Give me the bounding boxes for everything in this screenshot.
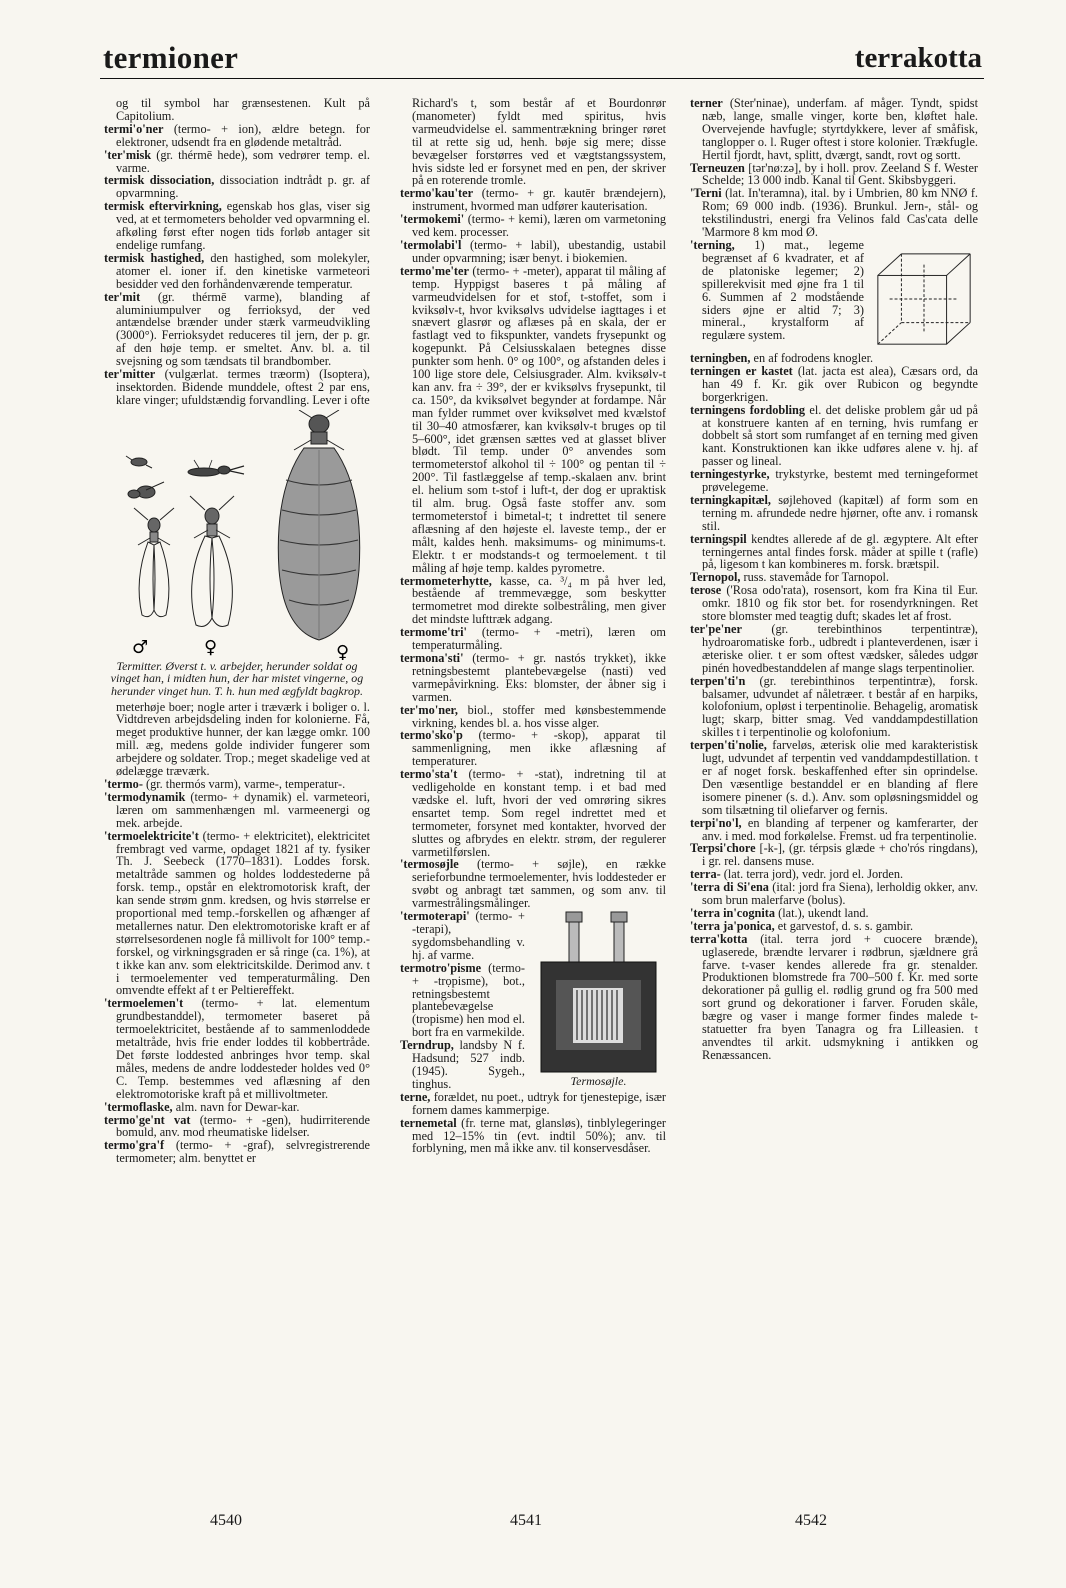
entry-headword: termotro'pisme bbox=[400, 960, 482, 975]
dictionary-entry bbox=[690, 533, 978, 572]
dictionary-entry bbox=[104, 252, 370, 291]
header-left-guideword: termioner bbox=[103, 40, 239, 75]
entry-headword: termona'sti' bbox=[400, 650, 464, 665]
dictionary-entry bbox=[690, 881, 978, 907]
entry-text: (lat. jacta est alea), Cæsars ord, da han 49 f. Kr. gik over Rubicon og begyndte borgerkrigen. bbox=[702, 363, 978, 404]
entry-text: (termo- + søjle), en række serieforbundne termoelementer, hvis loddesteder er svøbt og anbragt tæt sammen, og som anv. til varmestrålingsmålinger. bbox=[412, 857, 666, 911]
entry-text: kendtes allerede af de gl. ægyptere. Alt efter terningernes antal findes forsk. måder at spille t (rafle) på, ligesom t kan kombineres m. forsk. brætspil. bbox=[702, 531, 978, 572]
dictionary-entry bbox=[104, 123, 370, 149]
entry-text: alm. navn for Dewar-kar. bbox=[172, 1099, 300, 1114]
entry-headword: termisk hastighed, bbox=[104, 250, 205, 265]
dictionary-entry bbox=[104, 291, 370, 368]
entry-headword: 'termolabi'l bbox=[400, 237, 462, 252]
entry-text: søjlehoved (kapitæl) af form som en terning m. afrundede nedre hjørner, ofte anv. i romansk stil. bbox=[702, 492, 978, 533]
dictionary-entry bbox=[400, 213, 666, 239]
entry-headword: Terneuzen bbox=[690, 160, 745, 175]
entry-headword: 'termokemi' bbox=[400, 212, 465, 227]
termite-winged-female-icon bbox=[190, 496, 234, 626]
entry-text: farveløs, æterisk olie med karakteristisk lugt, udvundet af terpentin ved vanddampdestillation. t er af noget forsk. beskaffenhed efter sin oprindelse. Den væsentlige bestanddel er en blanding af flere isomere pinener (s. d.). Anv. som opløsningsmiddel og som tilsætning til oliefarver og fernis. bbox=[702, 738, 978, 817]
termite-soldier-icon bbox=[188, 460, 244, 476]
female-symbol-1: ♀ bbox=[204, 636, 218, 658]
entry-headword: Terpsi'chore bbox=[690, 841, 756, 856]
entry-text: (ital. terra jord + cuocere brænde), uglaserede, brændte lervarer i rødbrun, sjældnere grå farve. t-vaser kendes allerede fra gr. stenalder. Produktionen blomstrede fra 700–500 f. Kr. med sorte dekorationer på gullig el. rødlig grund og fra 500 med sort grund og dekorationer i farver. Foruden skåle, bægre og vaser i mange former findes malede t-statuetter fra byen Tanagra og fra Lilleasien. t anvendtes til arkit. udsmykning i antikken og Renæssancen. bbox=[702, 931, 978, 1062]
entry-headword: termome'tri' bbox=[400, 625, 467, 640]
dictionary-entry bbox=[400, 1039, 525, 1091]
entry-headword: termometerhytte, bbox=[400, 573, 492, 588]
dictionary-entry bbox=[690, 739, 978, 816]
entry-text: (gr. terebinthinos terpentintræ), hydroaromatiske forb., udbredt i planteverdenen, især i æteriske olier. t er som oftest vædsker, således udgør pinén hovedbestanddelen af mange slags terpentinolier. bbox=[702, 622, 978, 675]
entry-headword: ter'pe'ner bbox=[690, 622, 742, 636]
entry-headword: terra'kotta bbox=[690, 931, 748, 946]
entry-headword: Terndrup, bbox=[400, 1038, 454, 1053]
entry-text: (termo- + gr. kautēr brændejern), instrument, hvormed man udfører kauterisation. bbox=[412, 186, 666, 214]
termite-queen-icon bbox=[278, 410, 359, 640]
entry-text: et garvestof, d. s. s. gambir. bbox=[774, 918, 914, 933]
entry-text: (termo- + -terapi), sygdomsbehandling v. hj. af varme. bbox=[412, 909, 525, 962]
entry-text: (termo- + dynamik) el. varmeteori, læren om sammenhængen ml. varmeenergi og mek. arbejde. bbox=[116, 789, 370, 830]
dictionary-entry bbox=[400, 1117, 666, 1156]
termite-winged-male-icon bbox=[134, 508, 174, 617]
entry-headword: 'termosøjle bbox=[400, 857, 459, 872]
entry-headword: termo'gra'f bbox=[104, 1138, 165, 1153]
termite-figure bbox=[104, 410, 370, 698]
entry-text: (termo- + lat. elementum grundbestanddel), termometer baseret på termoelektricitet, bestående af to sammenloddede metaltråde, hvis frie ender loddes til kobbertråde. Det første loddested anbringes hvor temp. skal måles, medens de andre loddesteder holdes ved 0° C. Temp. bestemmes ved aflæsning af den elektromotoriske kraft på et millivoltmeter. bbox=[116, 996, 370, 1101]
header-rule bbox=[100, 78, 984, 79]
dictionary-entry bbox=[690, 584, 978, 623]
entry-headword: terningens fordobling bbox=[690, 402, 806, 417]
thermopile-illustration bbox=[531, 910, 666, 1075]
entry-text: (termo- + gr. nastós trykket), ikke retningsbestemt plantebevægelse (nasti) ved varmepåvirkning. Eks: blomster, der åbner sig i varmen. bbox=[412, 650, 666, 704]
column-1 bbox=[104, 97, 370, 1165]
entry-text: (termo- + -meter), apparat til måling af temp. Hyppigst baseres t på måling af varmeudvidelsen for et stof, t-stoffet, som i kviksølv-t, hvor kviksølvs udvidelse iagttages i et snævert glasrør og aflæses på en skala, der er fastlagt ved to fikspunkter, vandets frysepunkt og kogepunkt. På Celsiusskalaen betegnes disse punkter som henh. 0° og 100°, og afstanden deles i 100 lige store dele, Celsiusgrader. Alm. kviksølv-t kan anv. fra ÷ 39°, der er kviksølvs frysepunkt, til ca. 150°, da kviksølvet begynder at fordampe. Når man fylder rummet over kviksølvet med kvælstof til 30–40 atmosfærer, kan kviksølv-t bruges op til 5–600°, idet grænsen sættes ved at glasset bliver blødt. Til temp. under 0° anvendes som termometerstof alkohol til ÷ 100° og pentan til ÷ 200°. Til fastlæggelse af temp.-skalaen anv. brint el. helium som t-stof i luft-t, der dog er upraktisk til alm. brug. Også faste stoffer anv. som termometerstof i bimetal-t; t indrettet til senere aflæsning af den højeste el. laveste temp., der er målt, kaldes henh. maksimums- og minimums-t. Elektr. t er modstands-t og termoelement. t til måling af høje temp. kaldes pyrometre. bbox=[412, 263, 666, 575]
entry-headword: 'termodynamik bbox=[104, 789, 186, 804]
column-2-narrow-entries bbox=[400, 910, 525, 1091]
entry-text: (termo- + elektricitet), elektricitet frembragt ved varme, opdaget 1821 af ty. fysiker Th. J. Seebeck (1770–1831). Loddes forsk. metaltråde sammen og holdes loddestederne på forsk. temp., opstår en elektromotorisk kraft, der kan sende strøm gnm. kredsen, og hvis størrelse er proportional med temp.-forskellen og afhænger af metallernes natur. Den elektromotoriske kraft er af størrelsesordenen nogle få millivolt for 100° temp.-forskel, og virkningsgraden er så ringe (ca. 1%), at t ikke kan anv. som elektricitskilde. Derimod anv. t i termoelementer ved temperaturmåling. Den omvendte effekt af t er Peltiereffekt. bbox=[116, 828, 370, 998]
entry-headword: Ternopol, bbox=[690, 570, 741, 585]
termites-illustration bbox=[104, 410, 370, 660]
dictionary-entry bbox=[400, 768, 666, 858]
entry-text: (termo- + -skop), apparat til sammenligning, men ikke aflæsning af temperaturer. bbox=[412, 728, 666, 769]
entry-text: (gr. terebinthinos terpentintræ), forsk. balsamer, udvundet af nåletræer. t består af en harpiks, kolofonium, opløst i terpentinolie. Behagelig, aromatisk lugt; skarp, bitter smag. Ved vanddampdestillation skilles t i terpentinolie og kolofonium. bbox=[702, 673, 978, 740]
column-2 bbox=[400, 97, 666, 1155]
entry-headword: terningspil bbox=[690, 531, 747, 546]
dictionary-entry bbox=[104, 1114, 370, 1140]
termosojle-block bbox=[400, 910, 666, 1091]
cube-illustration bbox=[870, 247, 978, 352]
terning-block bbox=[690, 239, 978, 352]
dictionary-entry bbox=[400, 187, 666, 213]
entry-text: (ital: jord fra Siena), lerholdig okker, anv. som brun malerfarve (bolus). bbox=[702, 880, 978, 908]
entry-headword: terose bbox=[690, 583, 722, 598]
dictionary-entry bbox=[104, 97, 370, 123]
entry-headword: terne, bbox=[400, 1089, 431, 1104]
entry-text: egenskab hos glas, viser sig ved, at et termometers beholder ved opvarmning el. afkøling først efter nogen tids forløb antager sit endelige rumfang. bbox=[116, 199, 370, 252]
dictionary-entry bbox=[104, 368, 370, 407]
dictionary-entry bbox=[400, 729, 666, 768]
entry-text: Richard's t, som består af et Bourdonrør (manometer) fyldt med spiritus, hvis varmeudvidelse el. sammentrækning bringer røret til at rette sig ud, henh. bøje sig mere; disse bevægelser forstørres ved et vægtstangssystem, hvis sidste led er forsynet med en pen, der skriver på en roterende tromle. bbox=[412, 96, 666, 188]
entry-headword: terpi'no'l, bbox=[690, 815, 742, 830]
page-number-2: 4541 bbox=[510, 1512, 542, 1529]
column-1-entries-bottom bbox=[104, 701, 370, 1166]
entry-text: kasse, ca. ³/₄ m på hver led, bestående af tremmevægge, som beskytter termometret mod direkte solbestråling, men giver det mindste lufttræk adgang. bbox=[412, 573, 666, 627]
dictionary-entry bbox=[400, 858, 666, 910]
entry-headword: termisk eftervirkning, bbox=[104, 199, 222, 214]
entry-text: landsby N f. Hadsund; 527 indb. (1945). Sygeh., tinghus. bbox=[412, 1038, 525, 1091]
dictionary-entry bbox=[690, 494, 978, 533]
female-symbol-2: ♀ bbox=[336, 641, 350, 660]
entry-headword: 'terra di Si'ena bbox=[690, 880, 769, 895]
dictionary-entry bbox=[690, 817, 978, 843]
dictionary-entry bbox=[400, 910, 525, 962]
termosojle-figure bbox=[531, 910, 666, 1091]
dictionary-entry bbox=[400, 652, 666, 704]
termite-worker-icon bbox=[126, 456, 152, 468]
dictionary-entry bbox=[690, 365, 978, 404]
entry-headword: terpen'ti'n bbox=[690, 673, 746, 688]
entry-text: (termo- + labil), ubestandig, ustabil under opvarmning; især benyt. i biokemien. bbox=[412, 237, 666, 265]
dictionary-entry bbox=[690, 404, 978, 469]
page-number-3: 4542 bbox=[795, 1512, 827, 1529]
entry-headword: terningben, bbox=[690, 350, 751, 365]
entry-headword: termo'sta't bbox=[400, 767, 458, 782]
entry-text: russ. stavemåde for Tarnopol. bbox=[740, 570, 889, 585]
entry-headword: ter'mit bbox=[104, 289, 141, 304]
entry-headword: 'termoelemen't bbox=[104, 996, 184, 1011]
entry-text: (fr. terne mat, glansløs), tinblylegeringer med 12–15% tin (evt. indtil 50%); anv. til forblyning, men må ikke anv. til konservesdåser. bbox=[412, 1115, 666, 1156]
dictionary-entry bbox=[690, 933, 978, 1062]
entry-text: den hastighed, som molekyler, atomer el. ioner if. den kinetiske varmeteori besidder ved den forhåndenværende temperatur. bbox=[116, 250, 370, 291]
column-3-entries-top bbox=[690, 97, 978, 239]
column-3-entries-bottom bbox=[690, 352, 978, 1062]
entry-headword: termo'kau'ter bbox=[400, 186, 474, 201]
entry-headword: 'termo- bbox=[104, 776, 143, 791]
dictionary-entry bbox=[400, 97, 666, 187]
dictionary-entry bbox=[104, 149, 370, 175]
entry-headword: termisk dissociation, bbox=[104, 173, 215, 188]
header-right-guideword: terrakotta bbox=[854, 42, 982, 74]
entry-text: (vulgærlat. termes træorm) (Isoptera), insektorden. Bidende munddele, oftest 2 par ens, klare vinger; ufuldstændig forvandling. Lever i ofte bbox=[116, 367, 370, 407]
entry-text: forældet, nu poet., udtryk for tjenestepige, især fornem dames kammerpige. bbox=[412, 1089, 666, 1117]
page-number-1: 4540 bbox=[210, 1512, 242, 1529]
entry-headword: termo'ge'nt vat bbox=[104, 1112, 191, 1127]
entry-headword: termo'me'ter bbox=[400, 263, 469, 278]
entry-headword: ter'mitter bbox=[104, 367, 156, 382]
dictionary-entry bbox=[104, 997, 370, 1100]
entry-text: en blanding af terpener og kamferarter, der anv. i med. mod forkølelse. Fremst. ud fra terpentinolie. bbox=[702, 815, 978, 843]
entry-headword: terningkapitæl, bbox=[690, 492, 771, 507]
entry-text: (lat.), ukendt land. bbox=[775, 905, 869, 920]
entry-text: biol., stoffer med kønsbestemmende virkning, kendes bl. a. hos visse alger. bbox=[412, 702, 666, 730]
entry-headword: 'ter'misk bbox=[104, 147, 152, 162]
entry-text: (termo- + -trọpisme), bot., retningsbestemt plantebevægelse (tropisme) hen mod el. bort fra en varmekilde. bbox=[412, 960, 525, 1040]
entry-headword: terra- bbox=[690, 867, 721, 882]
dictionary-entry bbox=[400, 1091, 666, 1117]
entry-headword: 'terra in'cognita bbox=[690, 905, 776, 920]
entry-text: (termo- + -stat), indretning til at vedligeholde en konstant temp. i et bad med vædske el. luft, hvori der ved omrøring sikres ensartet temp. Som regel indrettet med et termometer, forsynet med kontakter, hvorved der sluttes og afbrydes en elektr. strøm, der regulerer varmetilførslen. bbox=[412, 767, 666, 859]
dictionary-entry bbox=[400, 575, 666, 627]
entry-headword: 'termoelektricite't bbox=[104, 828, 199, 843]
entry-headword: 'Terni bbox=[690, 186, 722, 201]
entry-text: [tər'nø:zə], by i holl. prov. Zeeland S f. Wester Schelde; 13 000 indb. Kanal til Gent. Skibsbyggeri. bbox=[702, 160, 978, 188]
dictionary-entry bbox=[400, 239, 666, 265]
column-2-entries-bottom bbox=[400, 1091, 666, 1156]
entry-headword: ter'mo'ner, bbox=[400, 702, 458, 717]
entry-text: (termo- + -gen), hudirriterende bomuld, anv. mod rheumatiske lidelser. bbox=[116, 1112, 370, 1140]
dictionary-entry bbox=[104, 1139, 370, 1165]
dictionary-entry bbox=[400, 704, 666, 730]
entry-text: (gr. thermós varm), varme-, temperatur-. bbox=[142, 776, 346, 791]
entry-text: (termo- + -graf), selvregistrerende termometer; alm. benyttet er bbox=[116, 1138, 370, 1166]
dictionary-entry bbox=[104, 830, 370, 998]
entry-text: (Ster'ninae), underfam. af måger. Tyndt, spidst næb, lange, smalle vinger, korte ben, kløftet hale. Overvejende havfugle; styrtdykkere, lever af småfisk, tanglopper o. l. Ruger oftest i store kolonier. Trækfugle. Hertil fjordt, havt, splitt, dværgt, sandt, rovt og sortt. bbox=[702, 96, 978, 162]
column-1-entries-top bbox=[104, 97, 370, 407]
entry-text: [-k-], (gr. térpsis glæde + cho'rós ringdans), i gr. rel. dansens muse. bbox=[702, 841, 978, 869]
entry-text: (lat. In'teramna), ital. by i Umbrien, 80 km NNØ f. Rom; 69 000 indb. (1936). Brunkul. Jern-, stål- og tekstilindustri, energi fra Velinos fald Cas'cata delle 'Marmore 8 km mod Ø. bbox=[702, 186, 978, 240]
entry-text: (termo- + -metri), læren om temperaturmåling. bbox=[412, 625, 666, 653]
entry-headword: termi'o'ner bbox=[104, 121, 164, 136]
column-3 bbox=[690, 97, 978, 1062]
dictionary-entry bbox=[104, 701, 370, 778]
entry-headword: terningestyrke, bbox=[690, 467, 770, 482]
column-2-entries-top bbox=[400, 97, 666, 910]
dictionary-entry bbox=[400, 626, 666, 652]
dictionary-entry bbox=[400, 962, 525, 1039]
dictionary-entry bbox=[104, 791, 370, 830]
dictionary-entry bbox=[104, 200, 370, 252]
dictionary-entry bbox=[104, 174, 370, 200]
entry-text: meterhøje boer; nogle arter i træværk i boliger o. l. Vidtdreven arbejdsdeling inden for kolonierne. Få, meget produktive hunner, der kan lægge omkr. 100 mill. æg, medens golde individer fungerer som arbejdere og soldater. Trop.; meget skadelige ved at ødelægge træværk. bbox=[116, 699, 370, 779]
entry-terning: 'terning, 1) mat., legeme begrænset af 6 kvadrater, et af de platoniske legemer; 2) spillerekvisit med øjne fra 1 til 6. Summen af 2 modstående siders øjne er altid 7; 3) mineral., krystalform af regulære system. bbox=[690, 237, 864, 343]
dictionary-entry bbox=[690, 162, 978, 188]
entry-text: (termo- + ion), ældre betegn. for elektroner, udsendt fra en glødende metaltråd. bbox=[116, 121, 370, 149]
thermopile-caption: Termosøjle. bbox=[570, 1074, 627, 1089]
entry-text: (gr. thérmē varme), blanding af aluminiumpulver og ferrioksyd, der ved antændelse brænder under stærk varmeudvikling (3000°). Ferrioksydet reduceres til jern, der p. gr. af den høje temp. er smeltet. Anv. bl. a. til svejsning og som tændsats til brandbomber. bbox=[116, 289, 370, 369]
entry-text: og til symbol har grænsestenen. Kult på Capitolium. bbox=[116, 96, 370, 123]
entry-headword: 'terra ja'ponica, bbox=[690, 918, 775, 933]
entry-headword: 'termoterapi' bbox=[400, 909, 470, 924]
dictionary-entry bbox=[690, 842, 978, 868]
entry-text: (termo- + kemi), læren om varmetoning ved kem. processer. bbox=[412, 212, 666, 240]
entry-headword: ternemetal bbox=[400, 1115, 457, 1130]
dictionary-entry bbox=[690, 468, 978, 494]
entry-text: en af fodrodens knogler. bbox=[750, 350, 874, 365]
entry-text: el. det deliske problem går ud på at konstruere kanten af en terning, hvis rumfang er dobbelt så stort som rumfanget af en terning med given kant. Konstruktionen kan ikke udføres alene v. hj. af passer og lineal. bbox=[702, 402, 978, 469]
dictionary-entry bbox=[690, 623, 978, 675]
entry-headword: 'termoflaske, bbox=[104, 1099, 173, 1114]
dictionary-entry bbox=[690, 675, 978, 740]
male-symbol: ♂ bbox=[132, 636, 149, 658]
entry-headword: terpen'ti'nolie, bbox=[690, 738, 767, 753]
entry-text: (gr. thérmē hede), som vedrører temp. el. varme. bbox=[116, 147, 370, 175]
entry-text: (lat. terra jord), vedr. jord el. Jorden. bbox=[720, 867, 904, 882]
entry-text: ('Rosa odo'rata), rosensort, kom fra Kina til Eur. omkr. 1810 og fik stor bet. for rosendyrkningen. Ret store blomster med teagtig duft; skades let af frost. bbox=[702, 583, 978, 624]
dictionary-entry bbox=[690, 97, 978, 162]
termite-winged-male-small-icon bbox=[128, 482, 164, 498]
dictionary-entry bbox=[400, 265, 666, 575]
entry-text: dissociation indtrådt p. gr. af opvarmning. bbox=[116, 173, 370, 201]
entry-headword: terner bbox=[690, 96, 723, 110]
dictionary-entry bbox=[690, 187, 978, 239]
entry-headword: terningen er kastet bbox=[690, 363, 793, 378]
termite-figure-caption: Termitter. Øverst t. v. arbejder, herunder soldat og vinget han, i midten hun, der har mistet vingerne, og herunder vinget hun. T. h. hun med ægfyldt bagkrop. bbox=[110, 658, 364, 698]
entry-text: trykstyrke, bestemt med terningeformet prøvelegeme. bbox=[702, 467, 978, 495]
entry-headword: termo'sko'p bbox=[400, 728, 463, 743]
